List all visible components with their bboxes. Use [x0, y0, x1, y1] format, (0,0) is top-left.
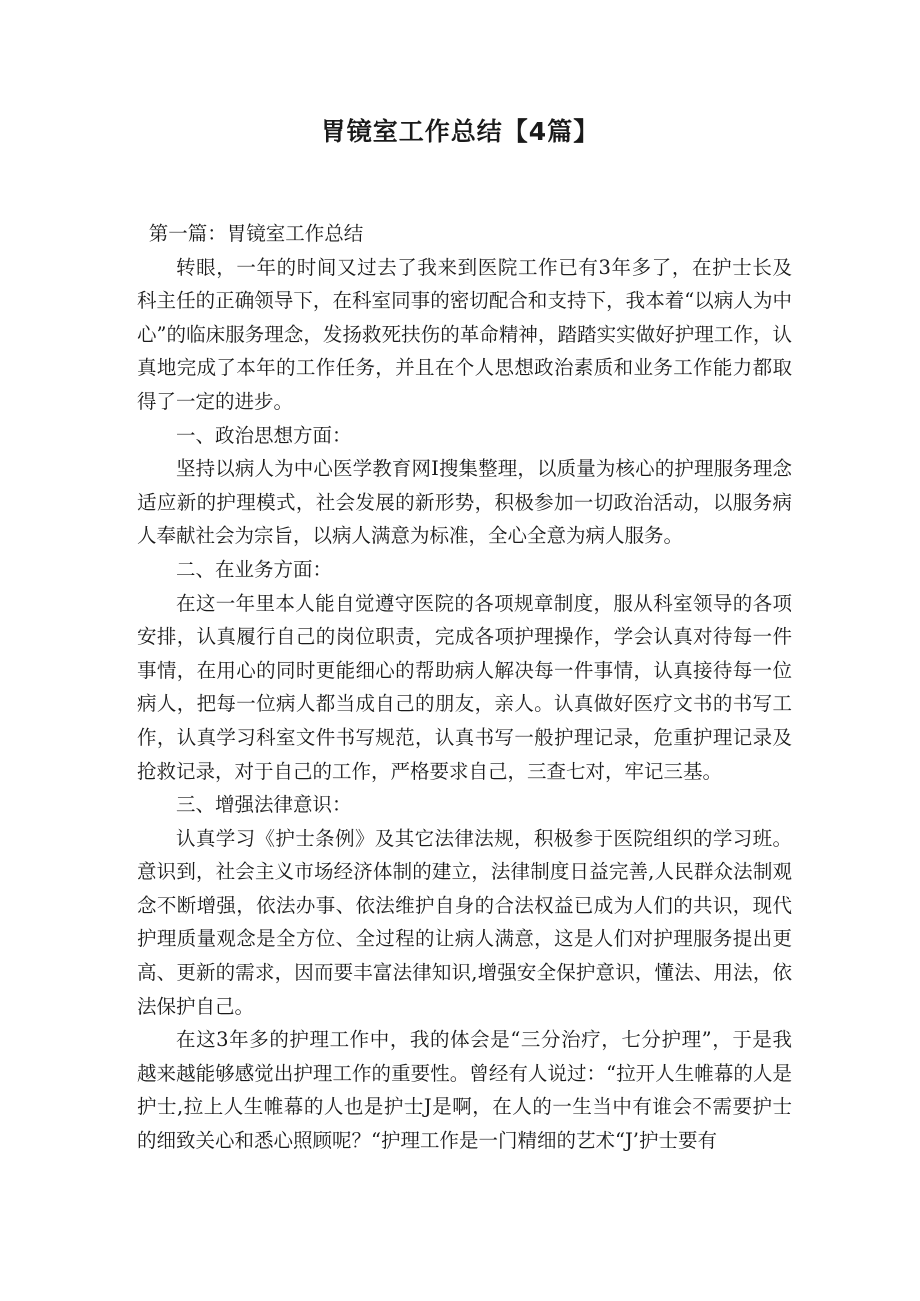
- section-heading: 第一篇：胃镜室工作总结: [148, 222, 364, 245]
- subsection-heading: 二、在业务方面：: [176, 557, 333, 581]
- paragraph: 转眼，一年的时间又过去了我来到医院工作已有3年多了，在护士长及科主任的正确领导下，在科室同事的密切配合和支持下，我本着“以病人为中心”的临床服务理念，发扬救死扶伤的革命精神，踏踏实实做好护理工作，认真地完成了本年的工作任务，并且在个人思想政治素质和业务工作能力都取得了一定的进步。: [137, 255, 792, 413]
- paragraph: 在这3年多的护理工作中，我的体会是“三分治疗，七分护理”，于是我越来越能够感觉出护理工作的重要性。曾经有人说过：“拉开人生帷幕的人是护士,拉上人生帷幕的人也是护士J是啊，在人的一生当中有谁会不需要护士的细致关心和悉心照顾呢？“护理工作是一门精细的艺术“J’护士要有: [137, 1028, 792, 1153]
- document-body: [137, 217, 792, 1158]
- paragraph: 在这一年里本人能自觉遵守医院的各项规章制度，服从科室领导的各项安排，认真履行自己的岗位职责，完成各项护理操作，学会认真对待每一件事情，在用心的同时更能细心的帮助病人解决每一件事情，认真接待每一位病人，把每一位病人都当成自己的朋友，亲人。认真做好医疗文书的书写工作，认真学习科室文件书写规范，认真书写一般护理记录，危重护理记录及抢救记录，对于自己的工作，严格要求自己，三查七对，牢记三基。: [137, 591, 792, 783]
- paragraph: 坚持以病人为中心医学教育网I搜集整理，以质量为核心的护理服务理念适应新的护理模式，社会发展的新形势，积极参加一切政治活动，以服务病人奉献社会为宗旨，以病人满意为标准，全心全意为病人服务。: [137, 457, 792, 548]
- subsection-heading: 三、增强法律意识：: [176, 793, 352, 817]
- document-title: 胃镜室工作总结【4篇】: [320, 117, 600, 146]
- paragraph: 认真学习《护士条例》及其它法律法规，积极参于医院组织的学习班。意识到，社会主义市场经济体制的建立，法律制度日益完善,人民群众法制观念不断增强，依法办事、依法维护自身的合法权益已成为人们的共识，现代护理质量观念是全方位、全过程的让病人满意，这是人们对护理服务提出更高、更新的需求，因而要丰富法律知识,增强安全保护意识，懂法、用法，依法保护自己。: [137, 826, 792, 1018]
- subsection-heading: 一、政治思想方面：: [176, 423, 352, 447]
